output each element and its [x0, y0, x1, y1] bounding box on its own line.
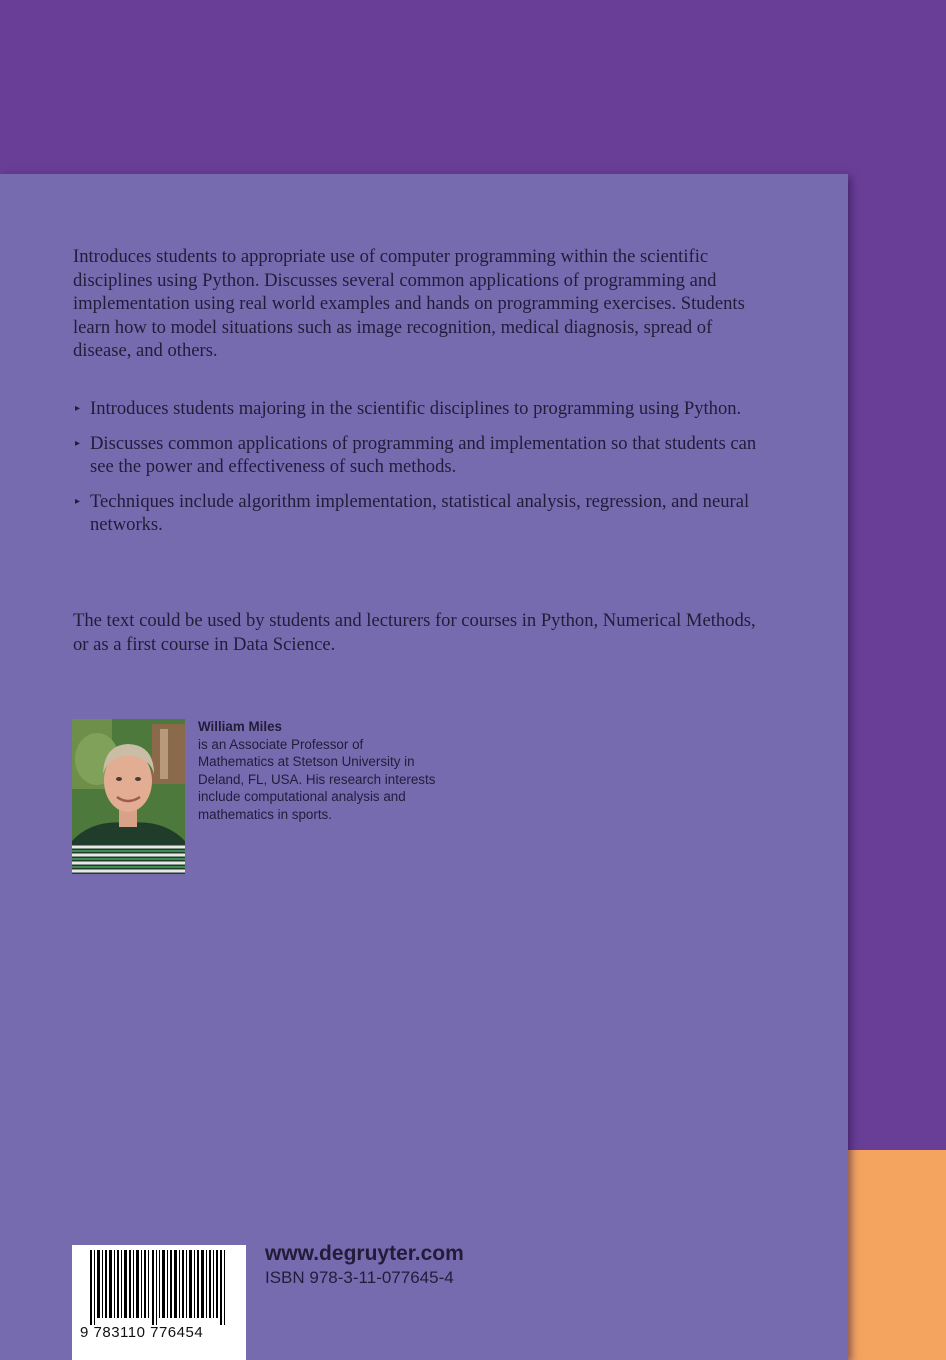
publisher-website: www.degruyter.com [265, 1242, 464, 1265]
author-name: William Miles [198, 719, 282, 734]
author-bio [198, 718, 438, 824]
author-bio-text: is an Associate Professor of Mathematics at Stetson University in Deland, FL, USA. His research interests include computational analysis and mathematics in sports. [198, 736, 436, 822]
list-item [73, 490, 773, 537]
bullet-text: Introduces students majoring in the scientific disciplines to programming using Python. [90, 398, 742, 419]
bullet-text: Discusses common applications of programming and implementation so that students can see the power and effectiveness of such methods. [90, 432, 757, 478]
bullet-arrow-icon: ▸ [75, 495, 81, 507]
bullet-arrow-icon: ▸ [75, 437, 81, 449]
author-portrait-image [72, 719, 185, 874]
list-item [73, 397, 773, 421]
accent-strip [848, 1150, 946, 1360]
author-photo [72, 719, 185, 874]
isbn-barcode [72, 1245, 246, 1360]
intro-paragraph: Introduces students to appropriate use of computer programming within the scientific disciplines using Python. Discusses several common applications of programming and implementation using real world examples and hands on programming exercises. Students learn how to model situations such as image recognition, medical diagnosis, spread of disease, and others. [73, 246, 745, 362]
barcode-digits: 9 783110 776454 [80, 1324, 204, 1341]
feature-list [73, 397, 773, 548]
barcode-icon [72, 1245, 246, 1325]
bullet-text: Techniques include algorithm implementation, statistical analysis, regression, and neural networks. [90, 490, 750, 536]
list-item [73, 432, 773, 479]
bullet-arrow-icon: ▸ [75, 403, 81, 414]
isbn-number: ISBN 978-3-11-077645-4 [265, 1268, 454, 1287]
usage-paragraph: The text could be used by students and lecturers for courses in Python, Numerical Methods, or as a first course in Data Science. [73, 610, 756, 655]
